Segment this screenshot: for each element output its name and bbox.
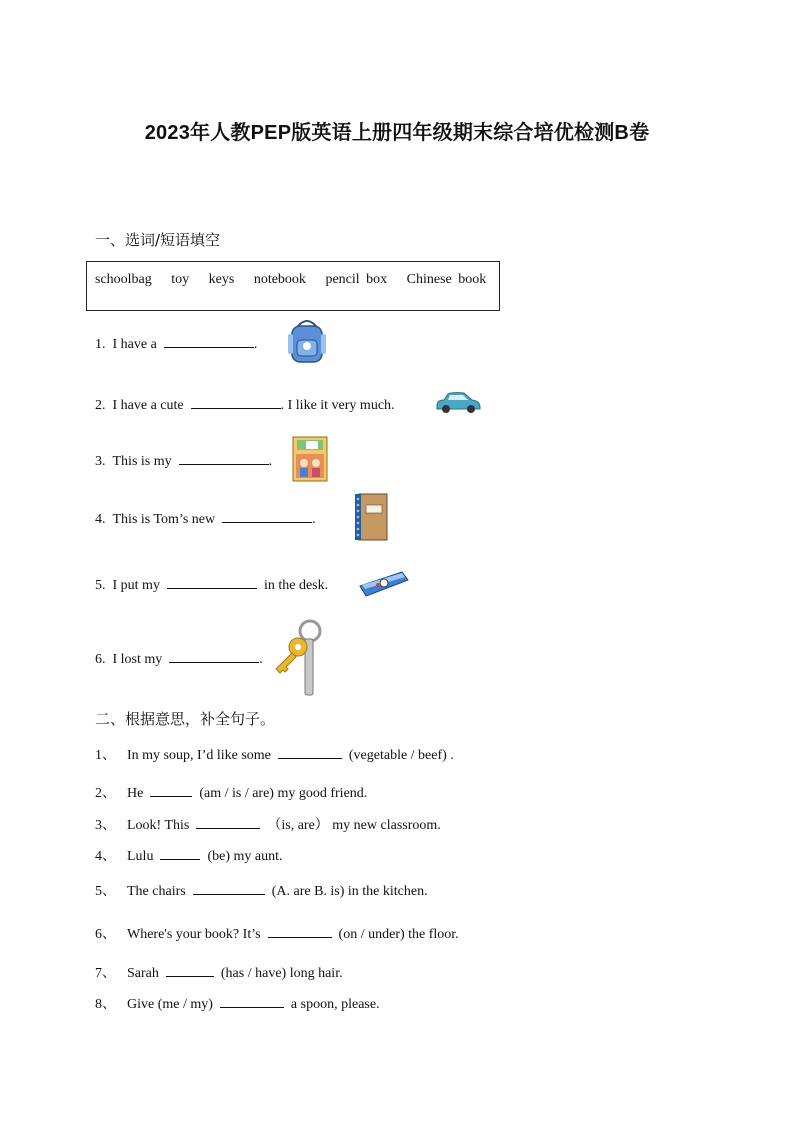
s1-question-1: 1. I have a .	[95, 337, 258, 352]
s1-question-3: 3. This is my .	[95, 454, 273, 469]
word-schoolbag: schoolbag	[95, 272, 152, 287]
answer-blank[interactable]	[167, 576, 257, 589]
answer-blank[interactable]	[150, 784, 192, 797]
answer-blank[interactable]	[160, 847, 200, 860]
s2-question-1: 1、 In my soup, I’d like some (vegetable / beef) .	[95, 748, 454, 763]
answer-blank[interactable]	[179, 452, 269, 465]
s2-question-2: 2、 He (am / is / are) my good friend.	[95, 786, 368, 801]
s2-question-5: 5、 The chairs (A. are B. is) in the kitchen.	[95, 884, 428, 899]
keys-icon	[272, 617, 328, 697]
answer-blank[interactable]	[196, 816, 260, 829]
schoolbag-icon	[286, 318, 328, 366]
answer-blank[interactable]	[169, 650, 259, 663]
word-toy: toy	[171, 272, 190, 287]
s2-question-7: 7、 Sarah (has / have) long hair.	[95, 966, 343, 981]
page-title: 2023年人教PEP版英语上册四年级期末综合培优检测B卷	[144, 122, 650, 144]
answer-blank[interactable]	[193, 882, 265, 895]
word-bank	[86, 261, 500, 311]
answer-blank[interactable]	[220, 995, 284, 1008]
word-notebook: notebook	[253, 272, 306, 287]
notebook-icon	[354, 493, 390, 541]
chinese-book-icon	[292, 436, 328, 482]
s2-question-8: 8、 Give (me / my) a spoon, please.	[95, 997, 380, 1012]
s2-question-4: 4、 Lulu (be) my aunt.	[95, 849, 283, 864]
toy-car-icon	[434, 390, 482, 414]
s1-question-2: 2. I have a cute . I like it very much.	[95, 398, 395, 413]
s1-question-4: 4. This is Tom’s new .	[95, 512, 316, 527]
s1-question-5: 5. I put my in the desk.	[95, 578, 329, 593]
s1-question-6: 6. I lost my .	[95, 652, 263, 667]
section2-heading: 二、根据意思，补全句子。	[95, 710, 276, 728]
answer-blank[interactable]	[278, 746, 342, 759]
answer-blank[interactable]	[166, 964, 214, 977]
answer-blank[interactable]	[164, 335, 254, 348]
s2-question-3: 3、 Look! This （is, are） my new classroom.	[95, 818, 441, 833]
pencil-box-icon	[356, 568, 410, 600]
s2-question-6: 6、 Where's your book? It’s (on / under) the floor.	[95, 927, 459, 942]
answer-blank[interactable]	[191, 396, 281, 409]
answer-blank[interactable]	[268, 925, 332, 938]
word-pencil-box: pencil box	[325, 272, 388, 287]
word-chinese-book: Chinese book	[406, 272, 487, 287]
section1-heading: 一、选词/短语填空	[95, 231, 221, 249]
answer-blank[interactable]	[222, 510, 312, 523]
word-keys: keys	[208, 272, 235, 287]
